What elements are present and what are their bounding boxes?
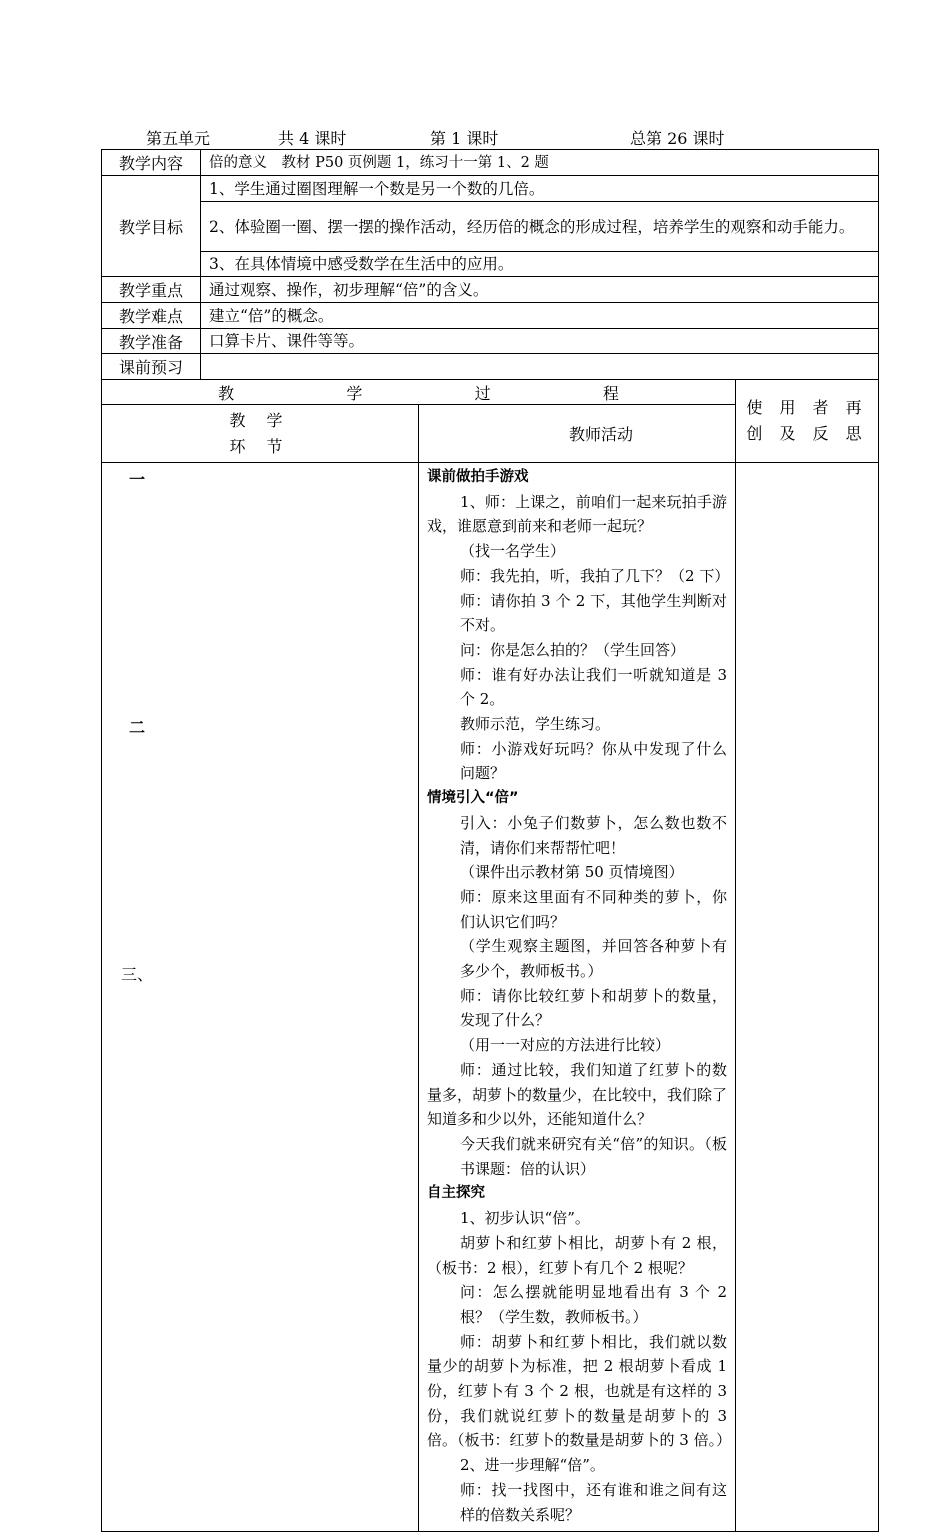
usage-reflection-header — [736, 380, 879, 463]
activity-line: 师：原来这里面有不同种类的萝卜，你们认识它们吗？ — [460, 887, 727, 931]
overall-lesson-label: 总第 26 课时 — [630, 129, 725, 148]
activity-line: 师：通过比较，我们知道了红萝卜的数量多，胡萝卜的数量少，在比较中，我们除了知道多和少以外，还能知道什么？ — [427, 1060, 728, 1129]
goal-item: 1、学生通过圈图理解一个数是另一个数的几倍。 — [201, 176, 879, 202]
content-value: 倍的意义 教材 P50 页例题 1，练习十一第 1、2 题 — [201, 150, 879, 176]
activity-line: 师：我先拍，听，我拍了几下？（2 下） — [460, 566, 730, 585]
stage-header-line: 教 学 — [229, 410, 291, 430]
process-title-char: 学 — [346, 383, 363, 403]
activity-line: 胡萝卜和红萝卜相比，胡萝卜有 2 根，（板书：2 根），红萝卜有几个 2 根呢？ — [427, 1233, 727, 1277]
activity-line: 问：你是怎么拍的？（学生回答） — [460, 640, 686, 659]
section-heading: 自主探究 — [427, 1185, 485, 1202]
stage-header — [102, 405, 419, 463]
activity-line: （找一名学生） — [460, 542, 566, 561]
activity-header-char: 师 — [585, 425, 602, 444]
lesson-header — [0, 126, 950, 148]
activity-line: （用一一对应的方法进行比较） — [460, 1036, 671, 1055]
activity-line: 2、进一步理解“倍”。 — [460, 1456, 605, 1475]
activity-line: （学生观察主题图，并回答各种萝卜有多少个，教师板书。） — [460, 937, 727, 981]
unit-label: 第五单元 — [146, 129, 211, 148]
activity-header-char: 教 — [569, 425, 586, 444]
stage-number: 二 — [128, 718, 145, 737]
difficulty-value: 建立“倍”的概念。 — [201, 303, 879, 329]
focus-value: 通过观察、操作，初步理解“倍”的含义。 — [201, 277, 879, 303]
preview-value — [201, 354, 879, 380]
lesson-info-table — [101, 149, 879, 380]
activity-line: 师：小游戏好玩吗？你从中发现了什么问题？ — [460, 739, 727, 783]
goal-item: 3、在具体情境中感受数学在生活中的应用。 — [201, 252, 879, 277]
prep-label: 教学准备 — [102, 329, 201, 354]
process-title-char: 教 — [218, 383, 235, 403]
activity-line: 师：请你拍 3 个 2 下，其他学生判断对不对。 — [460, 591, 727, 635]
activity-line: （课件出示教材第 50 页情境图） — [460, 863, 684, 882]
teacher-activity-header — [419, 405, 736, 463]
goal-item: 2、体验圈一圈、摆一摆的操作活动，经历倍的概念的形成过程，培养学生的观察和动手能力。 — [201, 202, 879, 252]
activity-line: 今天我们就来研究有关“倍”的知识。（板书课题：倍的认识） — [460, 1134, 727, 1178]
stage-number: 三、 — [120, 965, 153, 984]
usage-header-line: 创 及 反 思 — [746, 424, 868, 443]
teacher-activity-body — [419, 463, 736, 1532]
stage-number: 一 — [128, 470, 145, 489]
content-label: 教学内容 — [102, 150, 201, 176]
section-heading: 课前做拍手游戏 — [427, 469, 529, 485]
activity-line: 问：怎么摆就能明显地看出有 3 个 2 根？（学生数，教师板书。） — [460, 1283, 727, 1326]
activity-line: 师：找一找图中，还有谁和谁之间有这样的倍数关系呢？ — [460, 1480, 727, 1524]
activity-line: 教师示范，学生练习。 — [460, 715, 611, 734]
activity-line: 1、初步认识“倍”。 — [460, 1209, 590, 1228]
usage-header-line: 使 用 者 再 — [746, 398, 868, 417]
activity-line: 1、师：上课之，前咱们一起来玩拍手游戏，谁愿意到前来和老师一起玩？ — [427, 492, 727, 536]
stage-column — [102, 463, 419, 1532]
activity-line: 师：胡萝卜和红萝卜相比，我们就以数量少的胡萝卜为标准，把 2 根胡萝卜看成 1 份，红萝卜有 3 个 2 根，也就是有这样的 3 份，我们就说红萝卜的数量是胡萝卜的 3 倍。（板书：红萝卜的数量是胡萝卜的 3 倍。） — [427, 1332, 732, 1450]
teaching-process-table — [101, 379, 879, 1532]
process-title — [102, 380, 736, 405]
activity-line: 师：谁有好办法让我们一听就知道是 3 个 2。 — [460, 665, 727, 709]
goals-label: 教学目标 — [102, 176, 201, 277]
prep-value: 口算卡片、课件等等。 — [201, 329, 879, 354]
section-heading: 情境引入“倍” — [427, 790, 519, 807]
difficulty-label: 教学难点 — [102, 303, 201, 329]
process-title-char: 程 — [602, 383, 619, 403]
activity-line: 师：请你比较红萝卜和胡萝卜的数量，发现了什么？ — [460, 986, 727, 1030]
process-title-char: 过 — [474, 383, 491, 403]
focus-label: 教学重点 — [102, 277, 201, 303]
lesson-number-label: 第 1 课时 — [430, 129, 499, 148]
usage-reflection-cell[interactable] — [736, 463, 879, 1532]
activity-line: 引入：小兔子们数萝卜，怎么数也数不清，请你们来帮帮忙吧！ — [460, 813, 727, 857]
preview-label: 课前预习 — [102, 354, 201, 380]
stage-header-line: 环 节 — [229, 436, 291, 456]
activity-header-char: 动 — [617, 425, 634, 444]
total-lessons-label: 共 4 课时 — [278, 129, 347, 148]
activity-header-char: 活 — [601, 425, 618, 444]
